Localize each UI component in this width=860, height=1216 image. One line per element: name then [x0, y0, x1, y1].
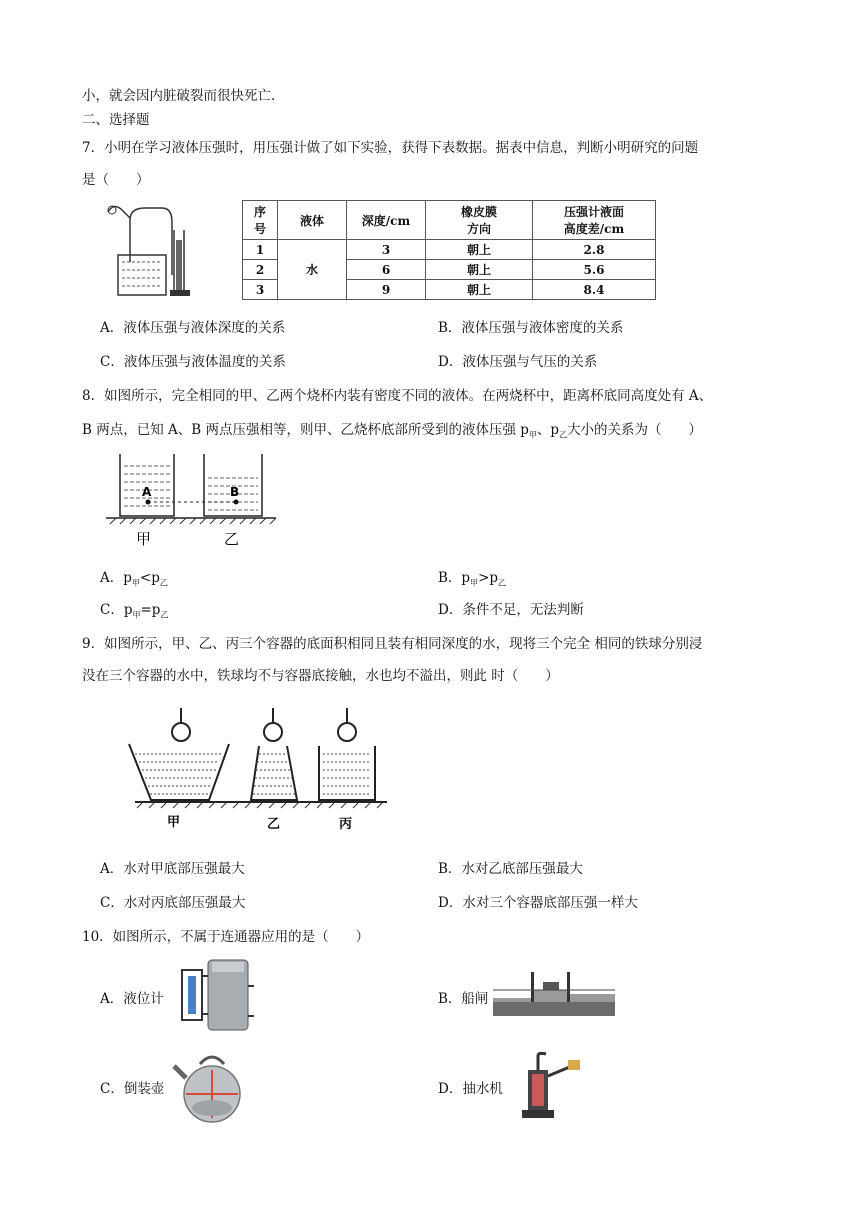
q9-option-c[interactable]: C．水对丙底部压强最大 — [100, 895, 246, 911]
table-header: 压强计液面 高度差/cm — [533, 201, 656, 240]
q8-stem-line2: B 两点，已知 A、B 两点压强相等，则甲、乙烧杯底部所受到的液体压强 $p_甲$、$p_乙$大小的关系为（ ） — [82, 422, 703, 440]
q9-option-d[interactable]: D．水对三个容器底部压强一样大 — [438, 895, 638, 911]
beaker-yi-label: 乙 — [224, 530, 240, 548]
q9-stem-line2: 没在三个容器的水中，铁球均不与容器底接触，水也均不溢出，则此 时（ ） — [82, 668, 559, 684]
table-cell: 朝上 — [426, 260, 533, 280]
table-cell: 8.4 — [533, 280, 656, 300]
q7-option-a[interactable]: A．液体压强与液体深度的关系 — [100, 320, 286, 336]
table-header: 深度/cm — [347, 201, 426, 240]
q8-option-c[interactable]: C．$p_甲=p_乙$ — [100, 602, 169, 620]
upside-down-teapot-image — [172, 1048, 252, 1124]
table-cell: 朝上 — [426, 280, 533, 300]
q7-option-b[interactable]: B．液体压强与液体密度的关系 — [438, 320, 624, 336]
table-cell: 朝上 — [426, 240, 533, 260]
q9-stem-line1: 9．如图所示，甲、乙、丙三个容器的底面积相同且装有相同深度的水，现将三个完全 相同的铁球分别浸 — [82, 636, 703, 652]
level-gauge-image — [178, 956, 258, 1034]
q10-stem-line1: 10．如图所示，不属于连通器应用的是（ ） — [82, 929, 370, 945]
beaker-jia-label: 甲 — [136, 530, 152, 548]
table-row — [243, 240, 656, 260]
point-b-label: B — [230, 485, 240, 499]
table-header: 序 号 — [243, 201, 278, 240]
container-jia-label: 甲 — [167, 815, 181, 830]
q7-stem-line1: 7．小明在学习液体压强时，用压强计做了如下实验，获得下表数据。据表中信息，判断小明研究的问题 — [82, 140, 699, 156]
table-header: 液体 — [278, 201, 347, 240]
q7-stem-line2: 是（ ） — [82, 172, 150, 188]
table-cell: 9 — [347, 280, 426, 300]
table-cell: 1 — [243, 240, 278, 260]
q7-data-table — [242, 200, 656, 300]
table-cell: 6 — [347, 260, 426, 280]
q8-stem-line1: 8．如图所示，完全相同的甲、乙两个烧杯内装有密度不同的液体。在两烧杯中，距离杯底同高度处有 A、 — [82, 388, 713, 404]
q10-option-c[interactable]: C．倒装壶 — [100, 1081, 165, 1097]
containers-figure — [125, 708, 395, 832]
pressure-gauge-figure — [100, 200, 240, 300]
ship-lock-image — [493, 968, 615, 1016]
container-bing-label: 丙 — [339, 817, 353, 832]
q10-option-d[interactable]: D．抽水机 — [438, 1081, 503, 1097]
q8-option-d[interactable]: D．条件不足，无法判断 — [438, 602, 584, 618]
q9-option-a[interactable]: A．水对甲底部压强最大 — [100, 861, 245, 877]
q8-option-a[interactable]: A．$p_甲<p_乙$ — [100, 570, 168, 588]
table-cell: 3 — [243, 280, 278, 300]
point-a-label: A — [142, 485, 152, 499]
table-cell: 3 — [347, 240, 426, 260]
water-pump-image — [514, 1050, 584, 1120]
beakers-figure — [100, 448, 280, 548]
table-cell: 5.6 — [533, 260, 656, 280]
table-cell: 2 — [243, 260, 278, 280]
table-header: 橡皮膜 方向 — [426, 201, 533, 240]
q7-option-c[interactable]: C．液体压强与液体温度的关系 — [100, 354, 286, 370]
text-line: 小，就会因内脏破裂而很快死亡. — [82, 88, 276, 104]
q10-option-a[interactable]: A．液位计 — [100, 991, 164, 1007]
q9-option-b[interactable]: B．水对乙底部压强最大 — [438, 861, 583, 877]
section-title: 二、选择题 — [82, 112, 150, 128]
container-yi-label: 乙 — [267, 817, 281, 832]
q8-option-b[interactable]: B．$p_甲>p_乙$ — [438, 570, 507, 588]
q7-option-d[interactable]: D．液体压强与气压的关系 — [438, 354, 598, 370]
q10-option-b[interactable]: B．船闸 — [438, 991, 489, 1007]
table-cell: 2.8 — [533, 240, 656, 260]
table-cell: 水 — [278, 240, 347, 300]
